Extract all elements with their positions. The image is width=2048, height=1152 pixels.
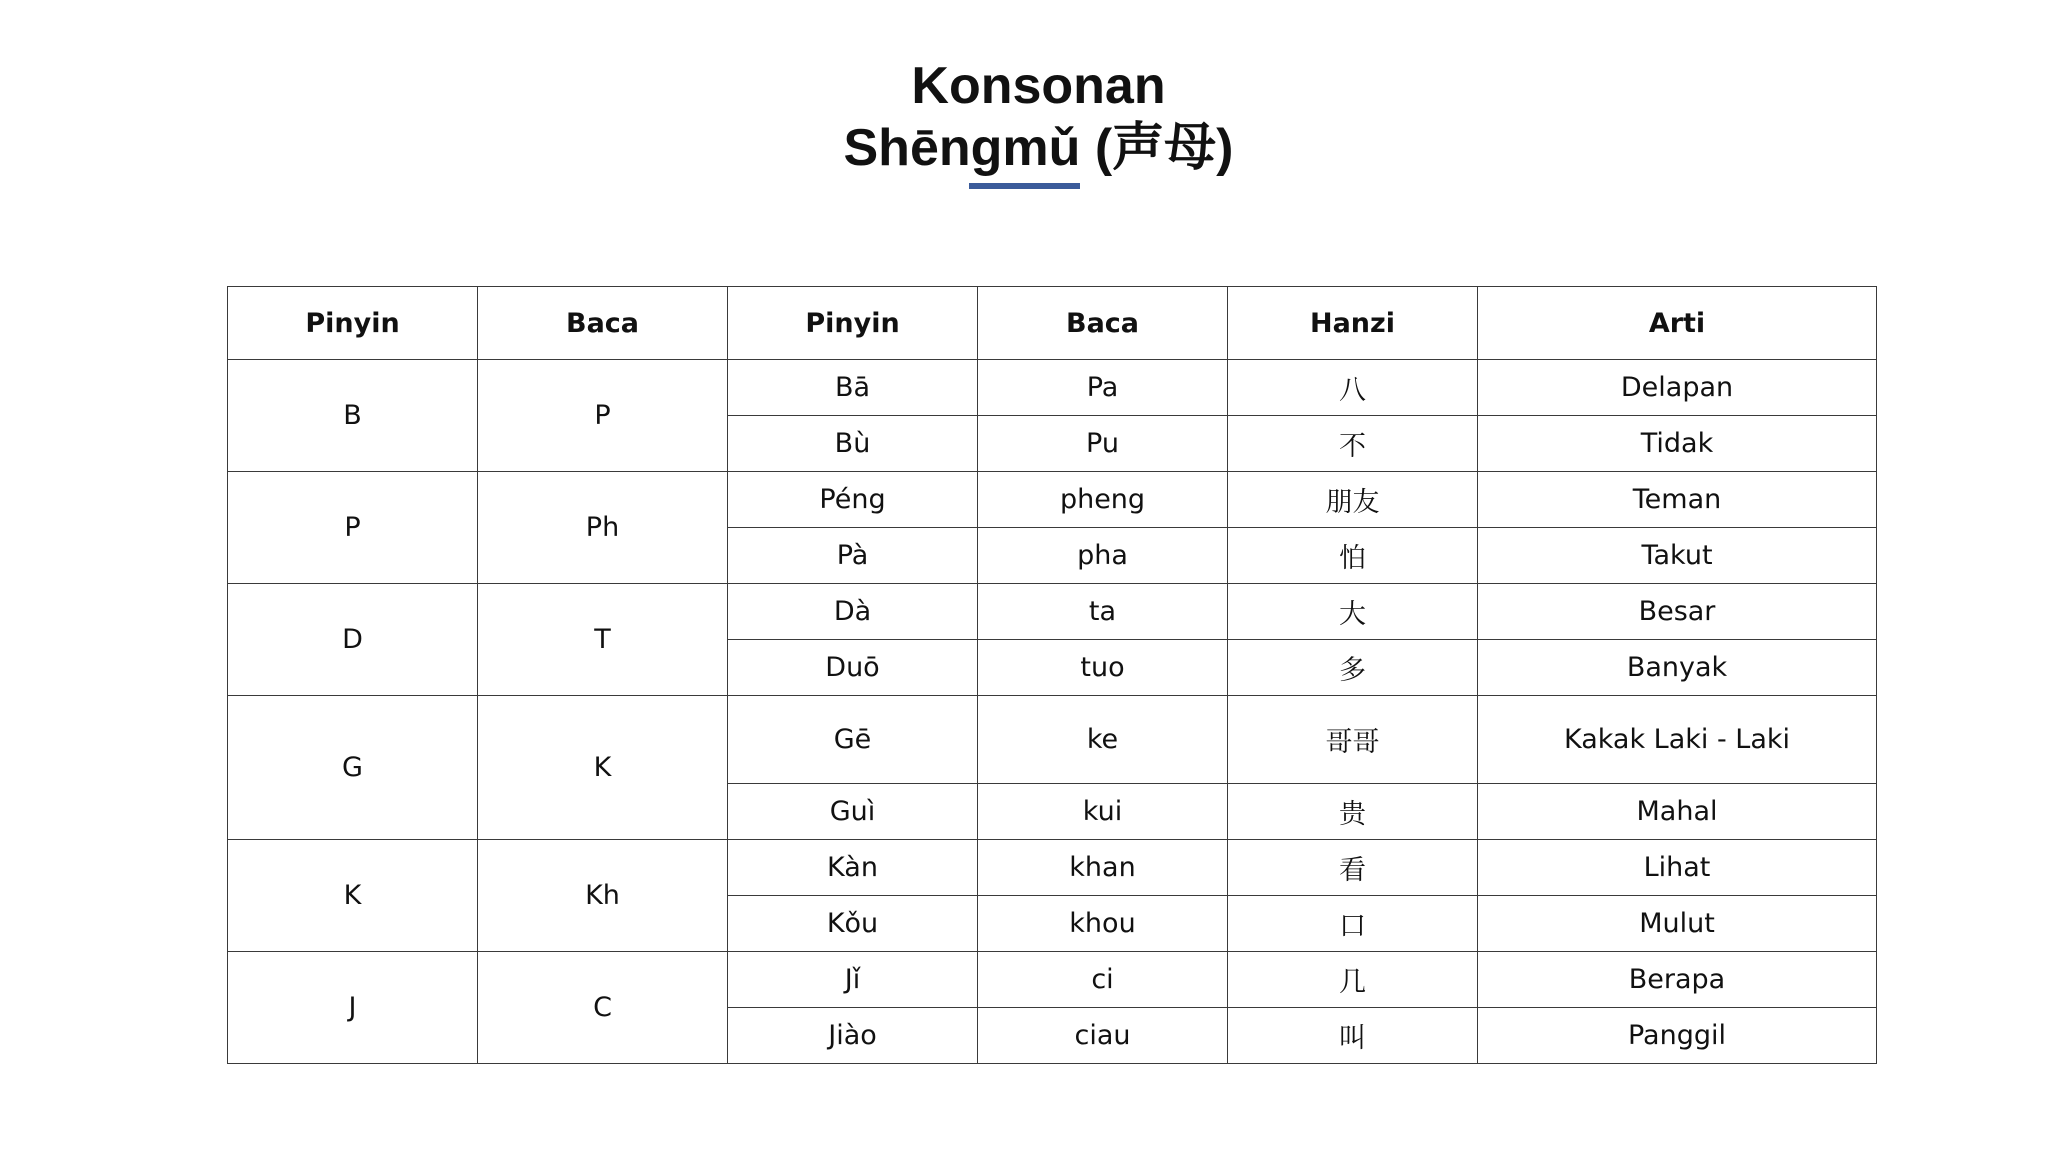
example-hanzi: 怕 [1228, 528, 1478, 584]
example-hanzi: 多 [1228, 640, 1478, 696]
table-row [228, 696, 1877, 784]
consonant-pinyin: B [228, 360, 478, 472]
example-baca: Pu [978, 416, 1228, 472]
example-arti: Takut [1478, 528, 1877, 584]
example-hanzi: 八 [1228, 360, 1478, 416]
consonant-pinyin: P [228, 472, 478, 584]
table-row [228, 472, 1877, 528]
example-pinyin: Jǐ [728, 952, 978, 1008]
example-arti: Kakak Laki - Laki [1478, 696, 1877, 784]
header-baca: Baca [478, 287, 728, 360]
example-arti: Mahal [1478, 784, 1877, 840]
example-pinyin: Kǒu [728, 896, 978, 952]
consonant-baca: K [478, 696, 728, 840]
consonant-baca: C [478, 952, 728, 1064]
example-hanzi: 口 [1228, 896, 1478, 952]
example-pinyin: Péng [728, 472, 978, 528]
example-hanzi: 贵 [1228, 784, 1478, 840]
example-baca: pha [978, 528, 1228, 584]
example-hanzi: 几 [1228, 952, 1478, 1008]
example-arti: Banyak [1478, 640, 1877, 696]
example-pinyin: Duō [728, 640, 978, 696]
title-line-2: Shēngmǔ (声母) [843, 119, 1234, 177]
page-title [0, 55, 2048, 179]
example-hanzi: 大 [1228, 584, 1478, 640]
table-row [228, 360, 1877, 416]
table-row [228, 952, 1877, 1008]
example-hanzi: 不 [1228, 416, 1478, 472]
example-baca: kui [978, 784, 1228, 840]
header-example-baca: Baca [978, 287, 1228, 360]
example-pinyin: Jiào [728, 1008, 978, 1064]
example-baca: khou [978, 896, 1228, 952]
example-arti: Besar [1478, 584, 1877, 640]
example-hanzi: 哥哥 [1228, 696, 1478, 784]
example-pinyin: Bā [728, 360, 978, 416]
example-arti: Delapan [1478, 360, 1877, 416]
header-hanzi: Hanzi [1228, 287, 1478, 360]
example-pinyin: Dà [728, 584, 978, 640]
example-baca: khan [978, 840, 1228, 896]
example-pinyin: Guì [728, 784, 978, 840]
example-arti: Teman [1478, 472, 1877, 528]
example-baca: pheng [978, 472, 1228, 528]
example-hanzi: 看 [1228, 840, 1478, 896]
consonant-baca: P [478, 360, 728, 472]
example-pinyin: Bù [728, 416, 978, 472]
header-pinyin: Pinyin [228, 287, 478, 360]
example-arti: Panggil [1478, 1008, 1877, 1064]
consonant-pinyin: G [228, 696, 478, 840]
example-arti: Berapa [1478, 952, 1877, 1008]
example-arti: Lihat [1478, 840, 1877, 896]
consonant-pinyin: D [228, 584, 478, 696]
consonant-pinyin: J [228, 952, 478, 1064]
table-row [228, 584, 1877, 640]
example-arti: Tidak [1478, 416, 1877, 472]
title-line-1: Konsonan [911, 57, 1166, 115]
example-arti: Mulut [1478, 896, 1877, 952]
header-example-pinyin: Pinyin [728, 287, 978, 360]
example-pinyin: Gē [728, 696, 978, 784]
example-baca: Pa [978, 360, 1228, 416]
example-hanzi: 朋友 [1228, 472, 1478, 528]
title-underline [969, 183, 1080, 189]
example-baca: ci [978, 952, 1228, 1008]
example-baca: ta [978, 584, 1228, 640]
example-hanzi: 叫 [1228, 1008, 1478, 1064]
consonant-baca: T [478, 584, 728, 696]
consonant-pinyin: K [228, 840, 478, 952]
example-baca: tuo [978, 640, 1228, 696]
consonant-baca: Kh [478, 840, 728, 952]
table-header-row [228, 287, 1877, 360]
table-row [228, 840, 1877, 896]
consonant-baca: Ph [478, 472, 728, 584]
example-pinyin: Kàn [728, 840, 978, 896]
example-baca: ke [978, 696, 1228, 784]
consonant-table [227, 286, 1877, 1064]
header-arti: Arti [1478, 287, 1877, 360]
example-pinyin: Pà [728, 528, 978, 584]
example-baca: ciau [978, 1008, 1228, 1064]
